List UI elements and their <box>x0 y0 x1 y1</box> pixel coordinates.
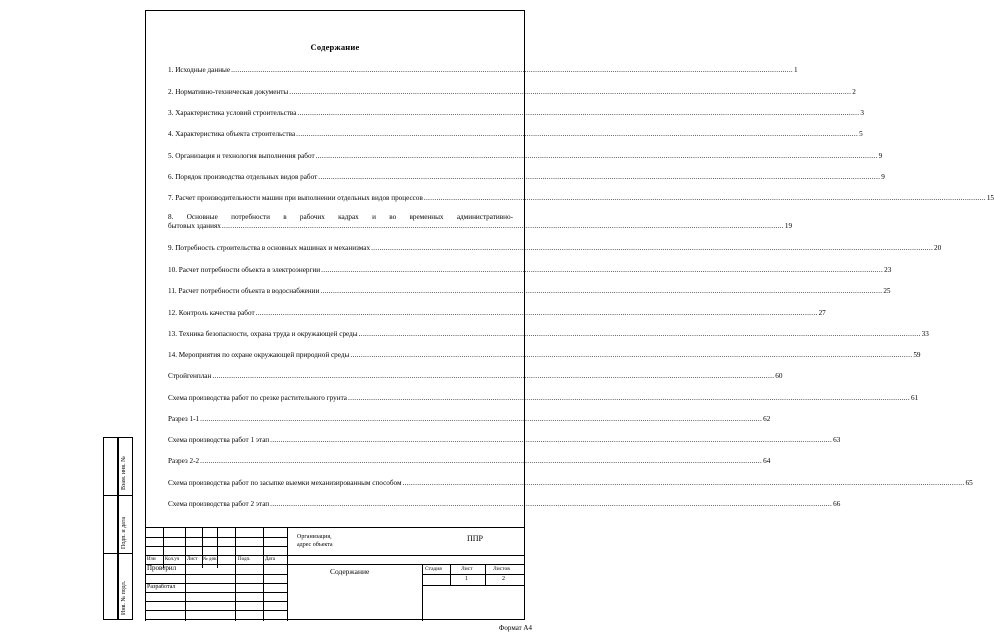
toc-entry-page: 60 <box>775 372 783 380</box>
checked-by-label: Проверил <box>147 564 177 572</box>
toc-leader <box>424 194 986 203</box>
toc-entry <box>168 88 856 97</box>
tb-line <box>145 537 287 538</box>
toc-entry <box>168 394 919 403</box>
toc-entry-page: 15 <box>986 194 994 202</box>
toc-entry <box>168 351 921 360</box>
toc-leader <box>212 372 774 381</box>
toc-entry-page: 9 <box>878 152 883 160</box>
tb-line <box>145 574 287 575</box>
toc-entry-text: 1. Исходные данные <box>168 66 231 74</box>
tb-line <box>145 601 287 602</box>
toc-entry-page: 62 <box>763 415 771 423</box>
toc-entry-text: 10. Расчет потребности объекта в электроэнергии <box>168 266 321 274</box>
toc-entry <box>168 244 942 253</box>
toc-leader <box>316 152 878 161</box>
toc-leader <box>200 457 762 466</box>
toc-entry-text: 5. Организация и технология выполнения работ <box>168 152 315 160</box>
toc-entry <box>168 415 771 424</box>
toc-entry-page: 1 <box>794 66 798 74</box>
developed-by-label: Разработал <box>147 584 176 590</box>
col-header-sheet: Лист <box>187 557 198 562</box>
toc-entry-text: Схема производства работ 2 этап <box>168 500 270 508</box>
toc-entry-text: 7. Расчет производительности машин при выполнении отдельных видов процессов <box>168 194 423 202</box>
toc-leader <box>270 500 832 509</box>
sheets-value: 2 <box>502 576 505 582</box>
toc-entry <box>168 109 864 118</box>
toc-entry <box>168 457 771 466</box>
toc-entry <box>168 500 841 509</box>
toc-leader <box>359 330 921 339</box>
toc-leader <box>320 287 882 296</box>
toc-entry <box>168 436 841 445</box>
toc-leader <box>200 415 762 424</box>
toc-leader <box>256 309 818 318</box>
toc-entry-page: 19 <box>784 222 793 230</box>
col-header-date: Дата <box>265 557 275 562</box>
col-header-sign: Подп. <box>238 557 251 562</box>
toc-leader <box>318 173 880 182</box>
toc-entry-text: Стройгенплан <box>168 372 212 380</box>
tb-line <box>217 528 218 568</box>
toc-entry <box>168 479 973 488</box>
tb-line <box>145 546 287 547</box>
stage-label: Стадия <box>425 566 442 572</box>
toc-entry-text: 11. Расчет потребности объекта в водоснабжении <box>168 287 320 295</box>
toc-entry-page: 27 <box>818 309 826 317</box>
toc-entry-text: 13. Техника безопасности, охрана труда и окружающей среды <box>168 330 358 338</box>
doc-name: Содержание <box>330 567 370 576</box>
tb-line <box>145 555 525 556</box>
side-stamp-divider <box>103 553 133 554</box>
toc-entry-text-continued: бытовых зданиях <box>168 222 221 230</box>
toc-leader <box>270 436 832 445</box>
toc-entry-page: 61 <box>910 394 919 402</box>
tb-line <box>422 585 525 586</box>
toc-entry-page: 3 <box>860 109 864 117</box>
org-name: Организация, <box>297 534 332 540</box>
toc-entry-page: 64 <box>763 457 771 465</box>
toc-entry-page: 20 <box>934 244 942 252</box>
tb-line <box>422 574 525 575</box>
toc-entry-text: 8. Основные потребности в рабочих кадрах и во временных административно- <box>168 213 513 221</box>
side-stamp-col-2 <box>103 437 118 620</box>
side-stamp-sign-label: Подп. и дата <box>121 516 127 549</box>
toc-entry <box>168 173 885 182</box>
tb-line <box>145 592 287 593</box>
toc-entry-page: 9 <box>881 173 885 181</box>
toc-entry-text: 14. Мероприятия по охране окружающей природной среды <box>168 351 350 359</box>
sheet-label: Лист <box>461 566 473 572</box>
toc-leader <box>289 88 851 97</box>
toc-entry-text: Разрез 2-2 <box>168 457 200 465</box>
tb-line <box>422 564 423 621</box>
tb-line <box>163 528 164 568</box>
toc-entry-page: 2 <box>852 88 856 96</box>
toc-entry <box>168 372 783 381</box>
toc-entry-text: Схема производства работ по срезке растительного грунта <box>168 394 347 402</box>
toc-leader <box>350 351 912 360</box>
toc-leader <box>348 394 910 403</box>
toc-entry-page: 63 <box>833 436 841 444</box>
toc-entry <box>168 130 863 139</box>
toc-leader <box>321 266 883 275</box>
side-stamp-replace-label: Взам. инв. № <box>121 456 127 490</box>
toc-entry-page: 59 <box>913 351 921 359</box>
toc-leader <box>403 479 965 488</box>
toc-entry <box>168 194 994 203</box>
toc-entry <box>168 287 891 296</box>
toc-leader <box>371 244 933 253</box>
toc-leader <box>297 109 859 118</box>
col-header-docno: № док <box>203 557 217 562</box>
toc-entry <box>168 66 798 75</box>
toc-entry-text: 2. Нормативно-техническая документы <box>168 88 289 96</box>
tb-line <box>145 610 287 611</box>
toc-entry <box>168 152 883 161</box>
col-header-change: Изм <box>147 557 156 562</box>
toc-entry-page: 65 <box>965 479 973 487</box>
doc-code: ППР <box>467 534 484 543</box>
side-stamp-divider <box>103 495 133 496</box>
sheets-label: Листов <box>493 566 510 572</box>
toc-entry <box>168 330 929 339</box>
toc-entry-page: 33 <box>921 330 929 338</box>
toc-leader <box>296 130 858 139</box>
toc-entry-text: 12. Контроль качества работ <box>168 309 255 317</box>
title-block <box>145 527 525 620</box>
toc-entry <box>168 309 826 318</box>
sheet-value: 1 <box>465 576 468 582</box>
tb-line <box>145 564 525 565</box>
toc-entry-page: 66 <box>833 500 841 508</box>
toc-entry <box>168 266 892 275</box>
toc-leader <box>222 222 784 231</box>
toc-leader <box>231 66 793 75</box>
col-header-qty: Кол.уч <box>165 557 180 562</box>
page-title: Содержание <box>310 42 360 52</box>
toc-entry-text: Схема производства работ по засыпке выемки механизированным способом <box>168 479 402 487</box>
toc-entry-text: 4. Характеристика объекта строительства <box>168 130 296 138</box>
toc-entry-text: 3. Характеристика условий строительства <box>168 109 297 117</box>
toc-entry-page: 23 <box>884 266 892 274</box>
toc-entry-page: 25 <box>883 287 891 295</box>
toc-entry-text: 9. Потребность строительства в основных машинах и механизмах <box>168 244 371 252</box>
toc-entry-text: Схема производства работ 1 этап <box>168 436 270 444</box>
toc-entry <box>168 213 793 231</box>
format-label: Формат А4 <box>498 624 532 632</box>
toc-entry-page: 5 <box>859 130 863 138</box>
side-stamp-inventory-label: Инв. № подл. <box>121 580 127 615</box>
toc-entry-text: Разрез 1-1 <box>168 415 200 423</box>
toc-entry-text: 6. Порядок производства отдельных видов работ <box>168 173 318 181</box>
tb-line <box>287 528 288 621</box>
object-address: адрес объекта <box>297 542 333 548</box>
